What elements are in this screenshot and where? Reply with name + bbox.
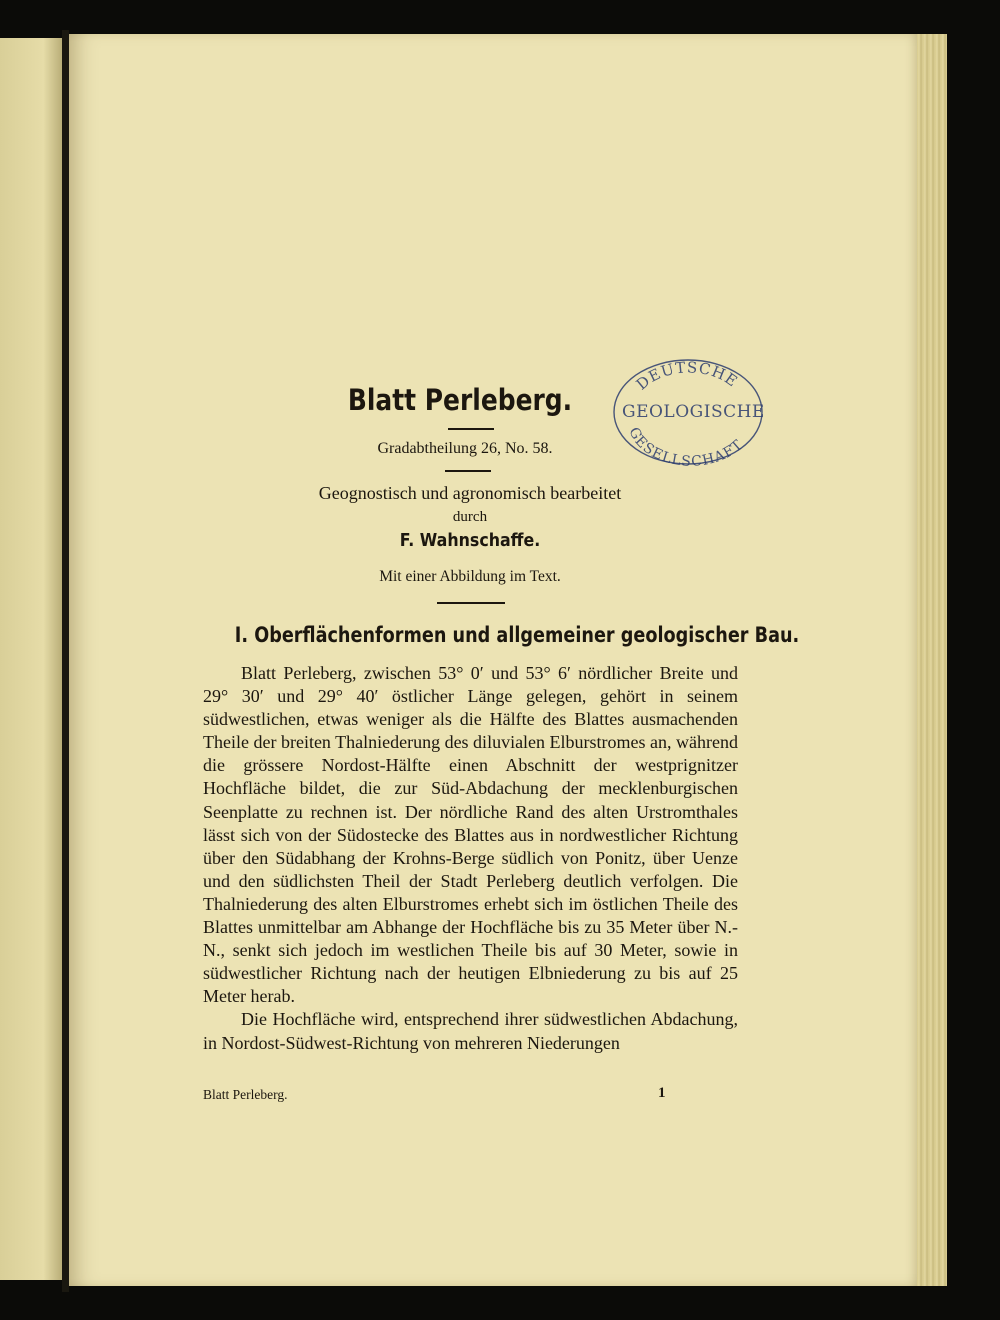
body-text bbox=[203, 662, 738, 1055]
page-number: 1 bbox=[658, 1085, 666, 1101]
paragraph: Blatt Perleberg, zwischen 53° 0′ und 53° 6′ nördlicher Breite und 29° 30′ und 29° 40′ östlicher Länge gelegen, gehört in seinem südwestlichen, etwas weniger als die Hälfte des Blattes ausmachenden Theile der breiten Thalniederung des diluvialen Elburstromes an, während die grössere Nordost-Hälfte einen Abschnitt der westprignitzer Hochfläche bildet, die zur Süd-Abdachung der mecklenburgischen Seenplatte zu rechnen ist. Der nördliche Rand des alten Urstromthales lässt sich von der Südostecke des Blattes aus in nordwestlicher Richtung über den Südabhang der Krohns-Berge südlich von Ponitz, über Uenze und den südlichsten Theil der Stadt Perleberg deutlich verfolgen. Die Thalniederung des alten Elburstromes erhebt sich im östlichen Theile des Blattes unmittelbar am Abhange der Hochfläche bis zu 35 Meter über N.-N., senkt sich jedoch im westlichen Theile bis auf 30 Meter, sowie in südwestlicher Richtung nach der heutigen Elbniederung zu bis auf 25 Meter herab. bbox=[203, 663, 738, 1007]
gradabtheilung-line: Gradabtheilung 26, No. 58. bbox=[377, 440, 553, 457]
footer-signature: Blatt Perleberg. bbox=[203, 1087, 288, 1102]
illustration-note: Mit einer Abbildung im Text. bbox=[379, 568, 561, 585]
section-rule bbox=[437, 602, 505, 604]
svg-text:GESELLSCHAFT: GESELLSCHAFT bbox=[625, 424, 747, 470]
subtitle-rule bbox=[445, 470, 491, 472]
section-heading: I. Oberflächenformen und allgemeiner geologischer Bau. bbox=[234, 623, 800, 647]
svg-text:DEUTSCHE: DEUTSCHE bbox=[632, 358, 742, 394]
author-name: F. Wahnschaffe. bbox=[399, 530, 541, 551]
book-gutter bbox=[62, 30, 69, 1292]
page-stack-edge bbox=[917, 34, 947, 1286]
svg-text:GEOLOGISCHE: GEOLOGISCHE bbox=[622, 402, 765, 422]
durch-line: durch bbox=[452, 509, 488, 525]
left-page-edge bbox=[0, 38, 62, 1280]
library-stamp bbox=[606, 350, 766, 470]
document-title: Blatt Perleberg. bbox=[347, 383, 573, 417]
paragraph: Die Hochfläche wird, entsprechend ihrer südwestlichen Abdachung, in Nordost-Südwest-Richtung von mehreren Niederungen bbox=[203, 1009, 738, 1053]
processing-note: Geognostisch und agronomisch bearbeitet bbox=[318, 483, 622, 503]
title-rule bbox=[448, 428, 494, 430]
